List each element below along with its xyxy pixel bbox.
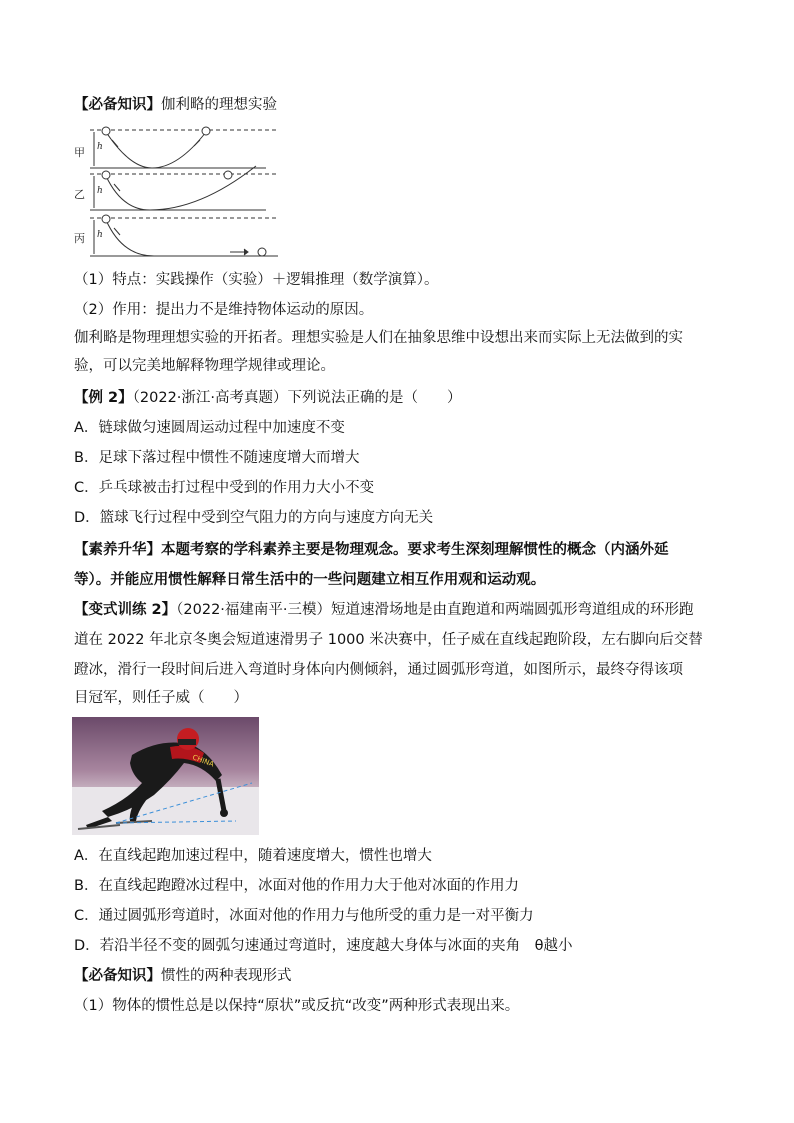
- knowledge2-point: （1）物体的惯性总是以保持“原状”或反抗“改变”两种形式表现出来。: [74, 998, 520, 1014]
- speed-skater-svg: [72, 717, 259, 835]
- feature-point: （1）特点：实践操作（实验）＋逻辑推理（数学演算）。: [74, 272, 439, 288]
- paragraph-line-1: 伽利略是物理理想实验的开拓者。理想实验是人们在抽象思维中设想出来而实际上无法做到的实: [74, 330, 683, 346]
- speed-skater-photo: [72, 717, 259, 835]
- variant2-line-1: [74, 600, 694, 620]
- example2-tag: 【例 2】: [74, 390, 133, 406]
- diagram-h-label-2: h: [97, 186, 103, 196]
- variant2-option-c: C．通过圆弧形弯道时，冰面对他的作用力与他所受的重力是一对平衡力: [74, 908, 534, 924]
- diagram-label-jia: 甲: [74, 146, 85, 159]
- diagram-label-bing: 丙: [74, 232, 85, 245]
- variant2-line-2: 道在 2022 年北京冬奥会短道速滑男子 1000 米决赛中，任子威在直线起跑阶段，左右脚向后交替: [74, 632, 703, 648]
- example2-source: （2022·浙江·高考真题）下列说法正确的是（ ）: [132, 390, 462, 406]
- diagram-label-yi: 乙: [74, 188, 85, 201]
- knowledge-heading: [74, 95, 277, 115]
- literacy-line-2: 等）。并能应用惯性解释日常生活中的一些问题建立相互作用观和运动观。: [74, 572, 546, 588]
- knowledge-bracket: 【必备知识】: [74, 97, 161, 113]
- variant2-source: （2022·福建南平·三模）短道速滑场地是由直跑道和两端圆弧形弯道组成的环形跑: [176, 602, 694, 618]
- example2-option-c: C．乒乓球被击打过程中受到的作用力大小不变: [74, 480, 375, 496]
- variant2-option-a: A．在直线起跑加速过程中，随着速度增大，惯性也增大: [74, 848, 432, 864]
- example2-option-d: D．篮球飞行过程中受到空气阻力的方向与速度方向无关: [74, 510, 434, 526]
- diagram-h-label-1: h: [97, 142, 103, 152]
- example2-header: [74, 388, 462, 408]
- variant2-line-3: 蹬冰，滑行一段时间后进入弯道时身体向内侧倾斜，通过圆弧形弯道，如图所示，最终夺得该项: [74, 662, 683, 678]
- diagram-h-label-3: h: [97, 230, 103, 240]
- variant2-line-4: 目冠军，则任子威（ ）: [74, 690, 248, 706]
- knowledge-title: 伽利略的理想实验: [161, 97, 277, 113]
- example2-option-a: A．链球做匀速圆周运动过程中加速度不变: [74, 420, 345, 436]
- knowledge2-heading: [74, 966, 292, 986]
- example2-option-b: B．足球下落过程中惯性不随速度增大而增大: [74, 450, 360, 466]
- function-point: （2）作用：提出力不是维持物体运动的原因。: [74, 302, 374, 318]
- variant2-option-b: B．在直线起跑蹬冰过程中，冰面对他的作用力大于他对冰面的作用力: [74, 878, 519, 894]
- knowledge2-bracket: 【必备知识】: [74, 968, 161, 984]
- knowledge2-title: 惯性的两种表现形式: [161, 968, 292, 984]
- jersey-text: CHINA: [191, 753, 215, 769]
- galileo-diagram: [70, 122, 280, 262]
- literacy-line-1: 【素养升华】本题考察的学科素养主要是物理观念。要求考生深刻理解惯性的概念（内涵外延: [74, 542, 669, 558]
- paragraph-line-2: 验，可以完美地解释物理学规律或理论。: [74, 358, 335, 374]
- variant2-option-d: D．若沿半径不变的圆弧匀速通过弯道时，速度越大身体与冰面的夹角 θ越小: [74, 938, 573, 954]
- variant2-tag: 【变式训练 2】: [74, 602, 177, 618]
